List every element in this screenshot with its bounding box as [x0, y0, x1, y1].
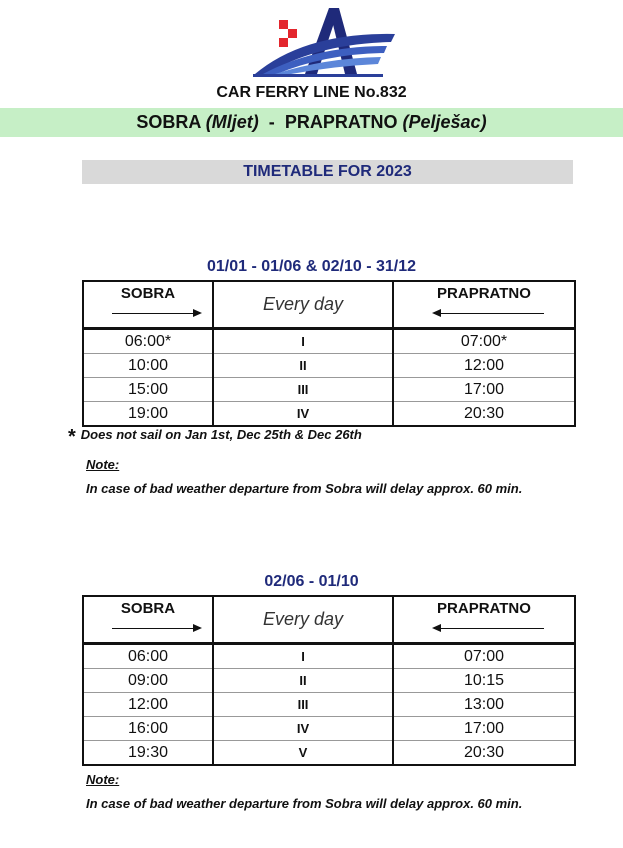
left-arrow-icon [434, 313, 544, 314]
schedule1-table [82, 280, 576, 427]
table-row: 09:00 II 10:15 [83, 669, 575, 693]
schedule2-header-prapratno: PRAPRATNO [393, 596, 575, 644]
schedule2-header-every-day: Every day [213, 596, 393, 644]
schedule2-note-text: In case of bad weather departure from Sobra will delay approx. 60 min. [86, 796, 523, 811]
table-row: 16:00 IV 17:00 [83, 717, 575, 741]
schedule1-note-label: Note: [86, 457, 120, 472]
route-banner [0, 108, 623, 137]
route-origin: SOBRA [136, 112, 201, 132]
table-row: 12:00 III 13:00 [83, 693, 575, 717]
table-row: 06:00 I 07:00 [83, 644, 575, 669]
schedule1-header-every-day: Every day [213, 281, 393, 329]
route-destination-region: (Pelješac) [402, 112, 487, 132]
right-arrow-icon [112, 313, 200, 314]
right-arrow-icon [112, 628, 200, 629]
ferry-company-logo [245, 4, 405, 82]
schedule1-header-sobra: SOBRA [83, 281, 213, 329]
asterisk-mark: * [68, 426, 76, 448]
table-row: 10:00 II 12:00 [83, 354, 575, 378]
schedule1-note-text: In case of bad weather departure from Sobra will delay approx. 60 min. [86, 481, 523, 496]
table-row: 19:30 V 20:30 [83, 741, 575, 766]
table-row: 06:00* I 07:00* [83, 329, 575, 354]
route-separator: - [268, 112, 275, 132]
left-arrow-icon [434, 628, 544, 629]
asterisk-note-text: Does not sail on Jan 1st, Dec 25th & Dec 26th [80, 427, 362, 442]
schedule1-period: 01/01 - 01/06 & 02/10 - 31/12 [206, 258, 417, 275]
table-row: 19:00 IV 20:30 [83, 402, 575, 427]
ferry-line-title: CAR FERRY LINE No.832 [216, 84, 407, 101]
schedule2-header-sobra: SOBRA [83, 596, 213, 644]
schedule2-table [82, 595, 576, 766]
schedule1-header-prapratno: PRAPRATNO [393, 281, 575, 329]
table-row: 15:00 III 17:00 [83, 378, 575, 402]
schedule2-note-label: Note: [86, 772, 120, 787]
asterisk-footnote [68, 426, 362, 449]
schedule2-period: 02/06 - 01/10 [264, 573, 359, 590]
route-origin-island: (Mljet) [205, 112, 259, 132]
route-destination: PRAPRATNO [284, 112, 398, 132]
timetable-title: TIMETABLE FOR 2023 [82, 160, 573, 184]
